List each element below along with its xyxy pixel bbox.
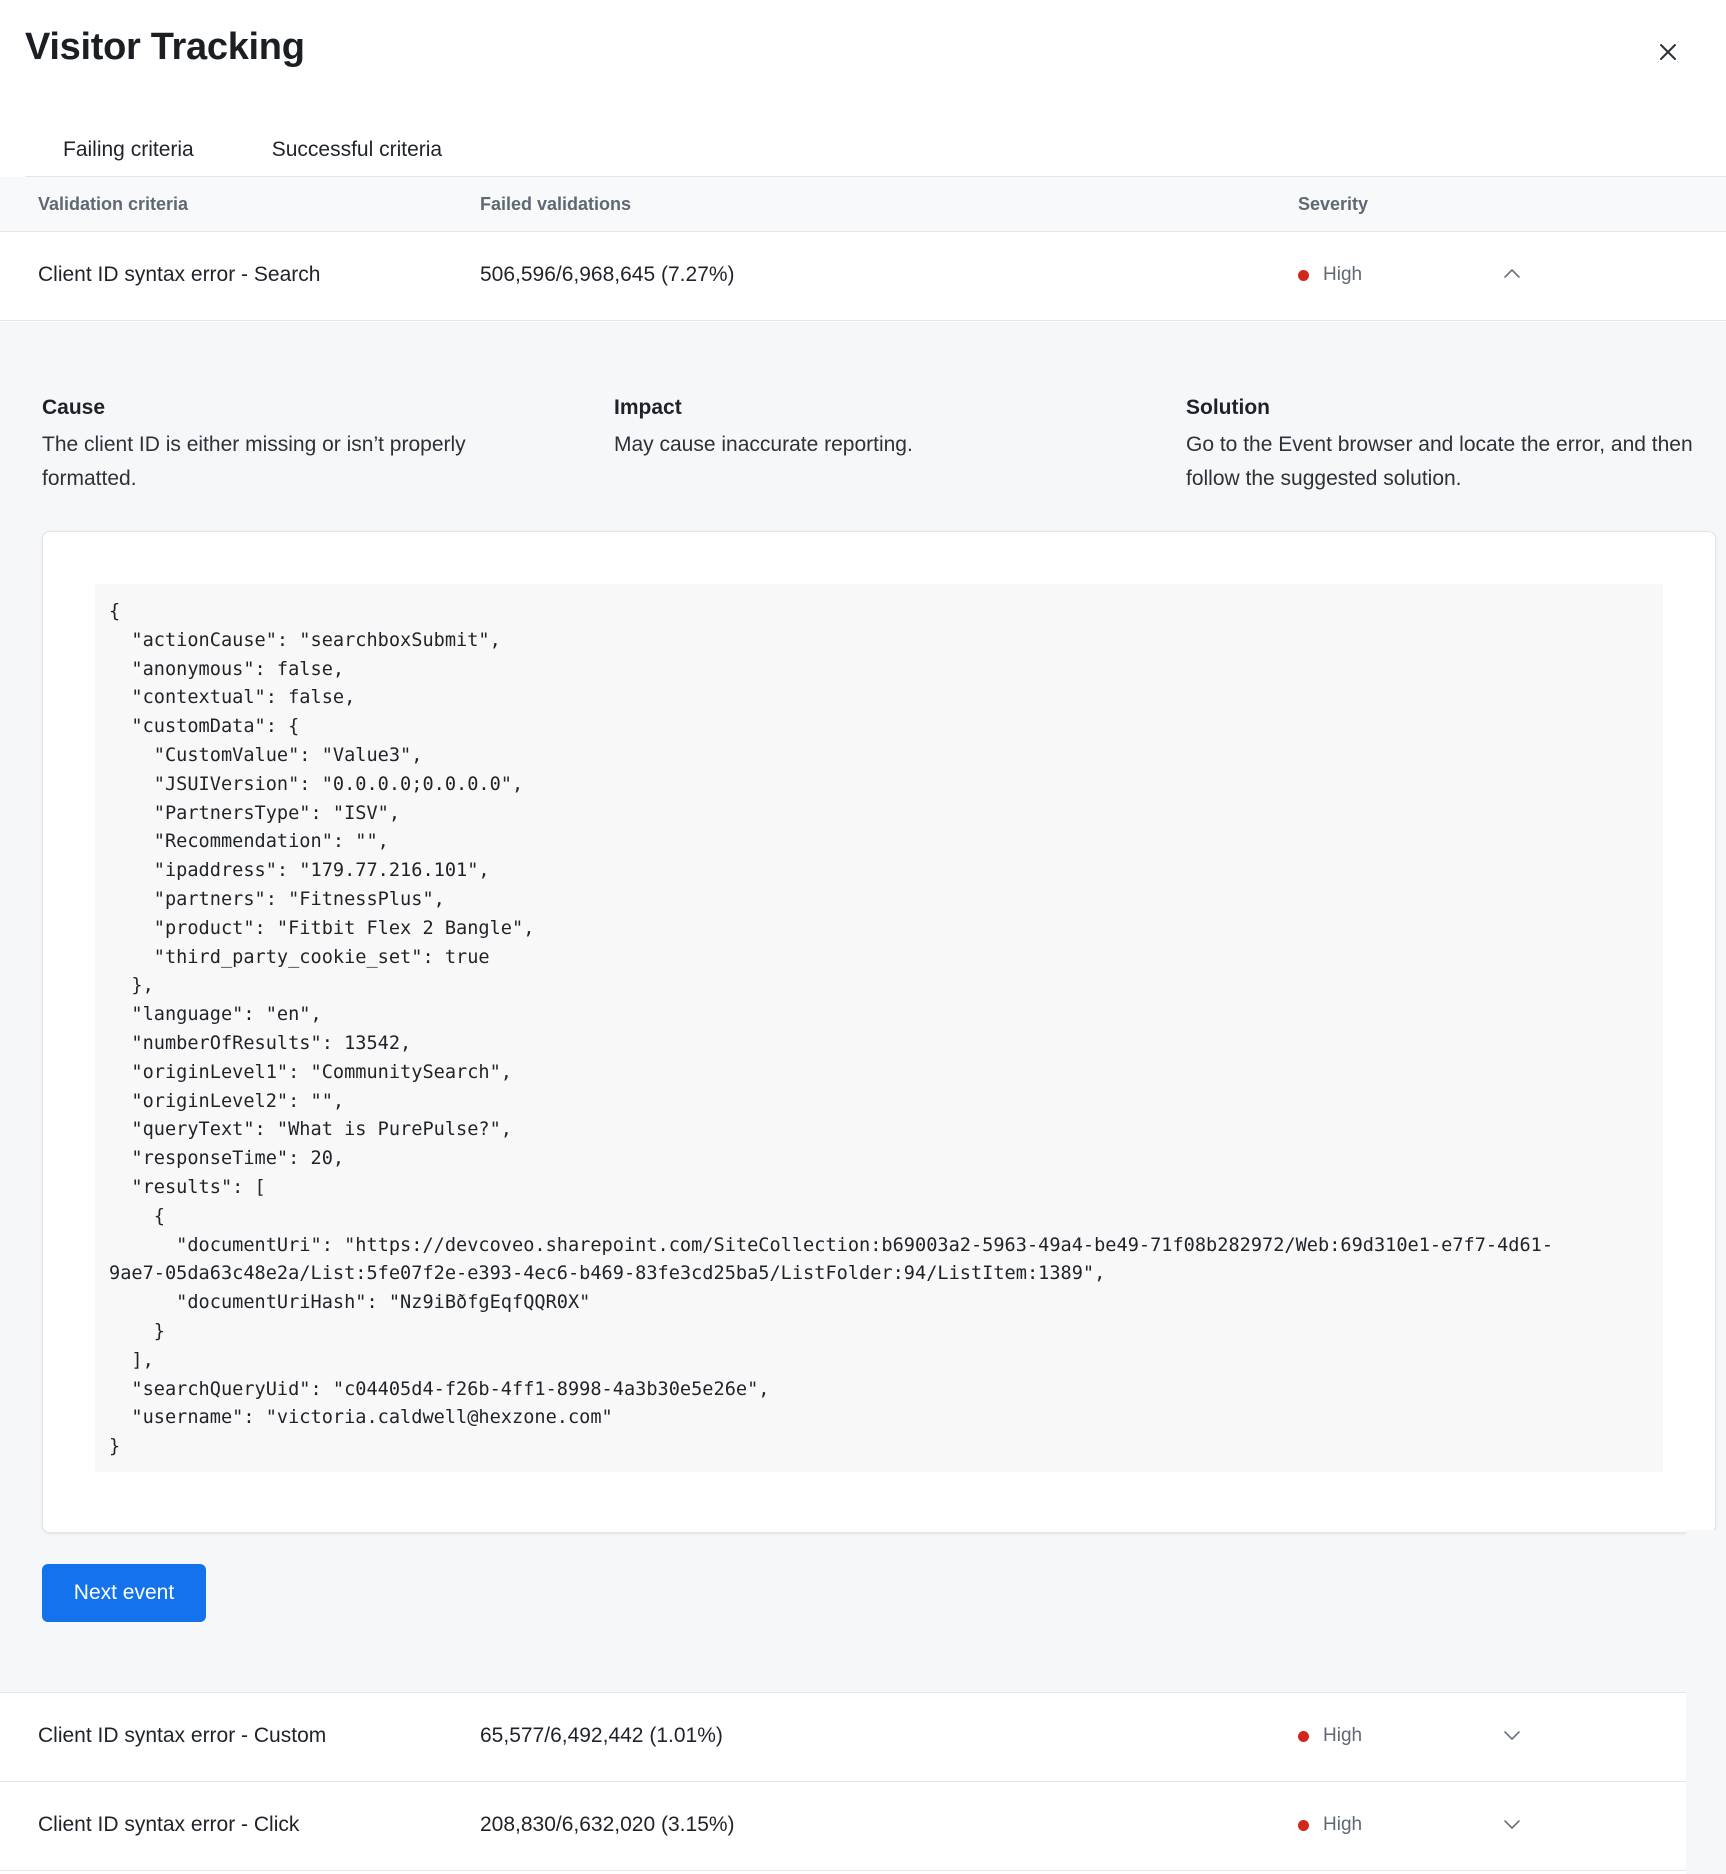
chevron-up-icon[interactable] (1500, 262, 1524, 286)
table-row[interactable] (0, 232, 1726, 321)
cause-section (42, 396, 552, 496)
row-criteria: Client ID syntax error - Custom (38, 1724, 327, 1747)
severity-badge (1298, 264, 1362, 286)
cause-heading: Cause (42, 396, 106, 419)
criteria-tabs (25, 128, 480, 176)
modal-title: Visitor Tracking (25, 26, 305, 68)
severity-dot (1298, 1820, 1309, 1831)
severity-badge (1298, 1725, 1362, 1747)
row-criteria: Client ID syntax error - Click (38, 1813, 300, 1836)
row-details-panel (0, 322, 1726, 1693)
table-header (0, 177, 1726, 232)
solution-text: Go to the Event browser and locate the error, and then follow the suggested solution. (1186, 433, 1693, 490)
table-row[interactable] (0, 1782, 1726, 1871)
header-failed-validations[interactable]: Failed validations (480, 194, 632, 214)
severity-label: High (1323, 1814, 1363, 1835)
row-failed-validations: 506,596/6,968,645 (7.27%) (480, 263, 735, 286)
solution-heading: Solution (1186, 396, 1270, 419)
impact-text: May cause inaccurate reporting. (614, 433, 913, 456)
row-failed-validations: 208,830/6,632,020 (3.15%) (480, 1813, 735, 1836)
severity-dot (1298, 1731, 1309, 1742)
event-json: { "actionCause": "searchboxSubmit", "anonymous": false, "contextual": false, "customData": { "CustomValue": "Value3", "JSUIVersion": "0.0.0.0;0.0.0.0", "PartnersType": "ISV", "Recommendation": "", "ipaddress": "179.77.216.101", "partners": "FitnessPlus", "product": "Fitbit Flex 2 Bangle", "third_party_cookie_set": true }, "language": "en", "numberOfResults": 13542, "originLevel1": "CommunitySearch", "originLevel2": "", "queryText": "What is PurePulse?", "responseTime": 20, "results": [ { "documentUri": "https://devcoveo.sharepoint.com/SiteCollection:b69003a2-5963-49a4-be49-71f08b282972/Web:69d310e1-e7f7-4d61- 9ae7-05da63c48e2a/List:5fe07f2e-e393-4ec6-b469-83fe3cd25ba5/ListFolder:94/ListItem:1389", "documentUriHash": "Nz9iBðfgEqfQQR0X" } ], "searchQueryUid": "c04405d4-f26b-4ff1-8998-4a3b30e5e26e", "username": "victoria.caldwell@hexzone.com" } (109, 601, 1554, 1458)
header-severity[interactable]: Severity (1298, 194, 1369, 214)
tab-successful-criteria[interactable]: Successful criteria (271, 138, 443, 161)
tab-failing-criteria[interactable]: Failing criteria (63, 138, 194, 161)
severity-label: High (1323, 1725, 1363, 1746)
row-failed-validations: 65,577/6,492,442 (1.01%) (480, 1724, 723, 1747)
table-row[interactable] (0, 1693, 1726, 1782)
impact-heading: Impact (614, 396, 682, 419)
header-validation-criteria[interactable]: Validation criteria (38, 194, 189, 214)
solution-section (1186, 396, 1696, 496)
close-button[interactable] (1646, 30, 1690, 74)
close-icon (1656, 40, 1680, 64)
severity-dot (1298, 270, 1309, 281)
chevron-down-icon[interactable] (1500, 1812, 1524, 1836)
row-criteria: Client ID syntax error - Search (38, 263, 321, 286)
cause-text: The client ID is either missing or isn’t properly formatted. (42, 433, 466, 490)
event-code-card (42, 531, 1716, 1533)
next-event-button[interactable]: Next event (42, 1564, 206, 1622)
event-json-viewer[interactable] (95, 584, 1663, 1472)
severity-badge (1298, 1814, 1362, 1836)
severity-label: High (1323, 264, 1363, 285)
scroll-gutter (1686, 1530, 1726, 1874)
impact-section (614, 396, 1124, 462)
chevron-down-icon[interactable] (1500, 1723, 1524, 1747)
